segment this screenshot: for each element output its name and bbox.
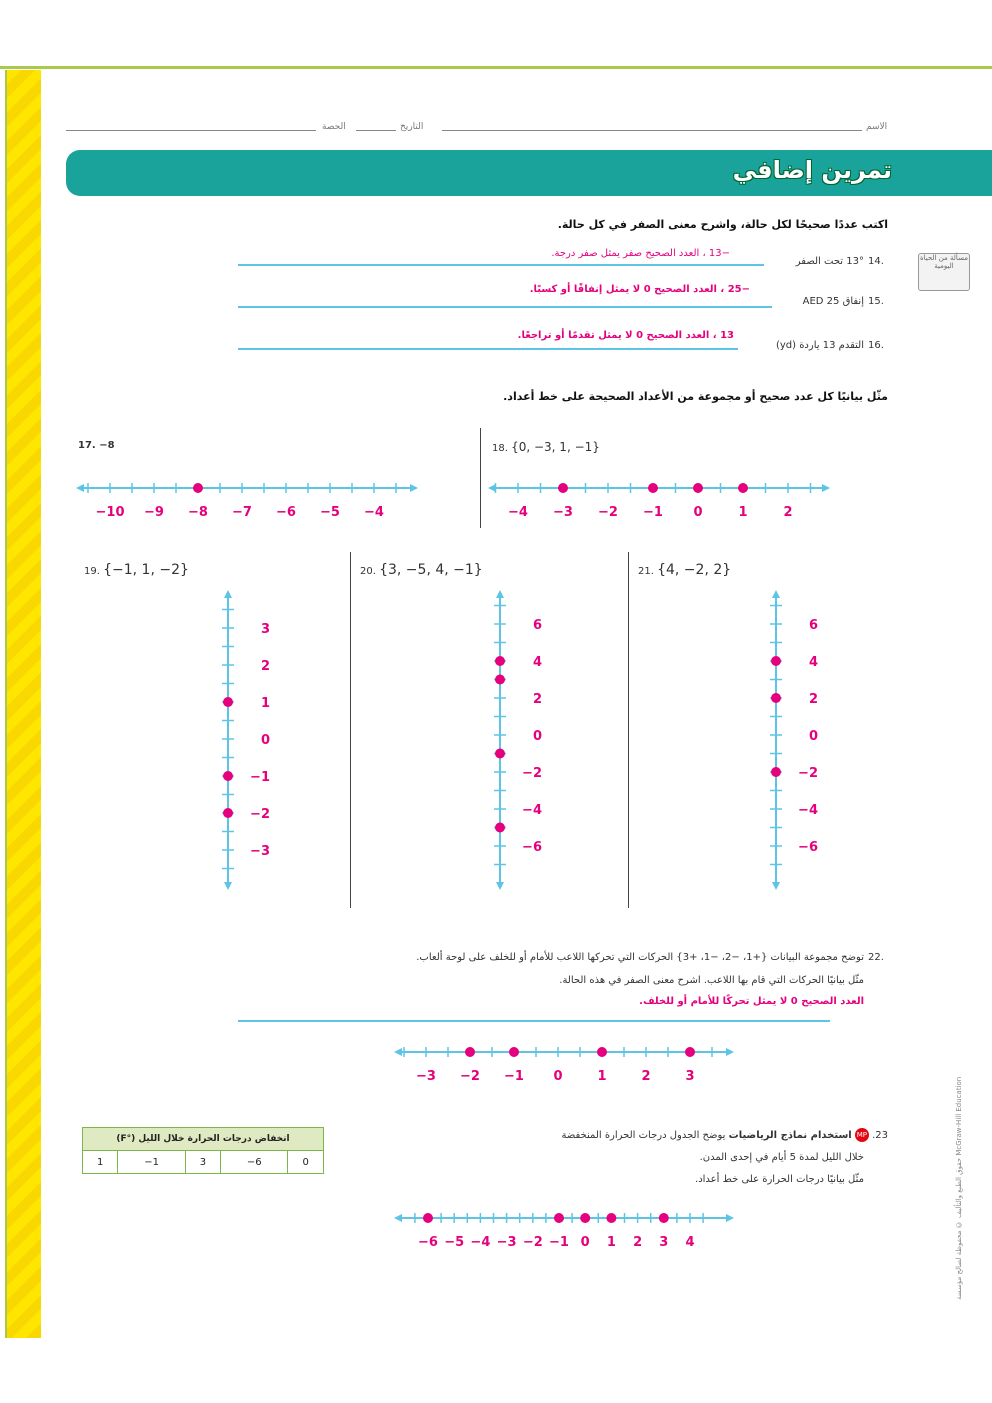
p22-point — [685, 1047, 695, 1057]
p17-set: −8 — [99, 440, 115, 451]
p17-tick-label: −7 — [232, 505, 252, 520]
p22-tick-label: 3 — [685, 1069, 695, 1084]
name-line — [442, 130, 862, 131]
p22-number: 22. — [868, 952, 884, 963]
p19-tick-label: 3 — [260, 622, 270, 637]
p23-tick-label: 1 — [606, 1235, 616, 1250]
p23-point — [606, 1213, 616, 1223]
table-cell: −6 — [221, 1151, 288, 1174]
item-14-answer-line — [238, 264, 764, 266]
name-label: الاسم — [866, 122, 888, 132]
p20-point — [495, 656, 505, 666]
p19-tick-label: −3 — [250, 844, 270, 859]
p23-point — [659, 1213, 669, 1223]
p23-arrow-left — [394, 1214, 402, 1222]
p21-point — [771, 767, 781, 777]
p20-number: 20. — [360, 566, 376, 577]
p20-point — [495, 823, 505, 833]
p21-number: 21. — [638, 566, 654, 577]
p19-tick-label: −1 — [250, 770, 270, 785]
item-14-prompt: 13° تحت الصفر — [795, 256, 864, 267]
item-16-prompt: التقدم 13 ياردة (yd) — [775, 340, 864, 351]
p23-point — [580, 1213, 590, 1223]
p18-point — [693, 483, 703, 493]
item-16-answer-line — [238, 348, 738, 350]
p23-number: 23. — [872, 1130, 888, 1141]
p18-tick-label: 2 — [783, 505, 793, 520]
p22-tick-label: −1 — [504, 1069, 524, 1084]
p19-point — [223, 697, 233, 707]
p22-tick-label: −2 — [460, 1069, 480, 1084]
item-14-number: 14. — [868, 256, 884, 267]
p19-set: {−1, 1, −2} — [103, 562, 189, 578]
p17-tick-label: −5 — [320, 505, 340, 520]
p22-line2: مثّل بيانيًا الحركات التي قام بها اللاعب. اشرح معنى الصفر في هذه الحالة. — [559, 975, 864, 986]
date-label: التاريخ — [400, 122, 424, 132]
real-world-tag-text: مسألة من الحياة اليومية — [919, 254, 969, 270]
p18-point — [738, 483, 748, 493]
p23-tick-label: −3 — [496, 1235, 517, 1250]
p23-heading — [428, 1128, 888, 1142]
page-title: تمرين إضافي — [732, 156, 892, 184]
p23-tick-label: 0 — [580, 1235, 590, 1250]
p18-set: {0, −3, 1, −1} — [511, 440, 600, 454]
number-line-18 — [488, 470, 830, 530]
p17-point — [193, 483, 203, 493]
p23-tick-label: −4 — [470, 1235, 491, 1250]
mp-badge-icon: MP — [855, 1128, 869, 1142]
p19-label — [84, 562, 189, 578]
number-line-22 — [394, 1040, 734, 1090]
p22-arrow-left — [394, 1048, 402, 1056]
divider-20-21 — [628, 552, 629, 908]
p19-arrow-bottom — [224, 882, 232, 890]
p23-line1: يوضح الجدول درجات الحرارة المنخفضة — [561, 1130, 726, 1141]
date-line — [356, 130, 396, 131]
p20-tick-label: −4 — [522, 803, 542, 818]
p23-tick-label: −1 — [549, 1235, 569, 1250]
p22-answer-line — [238, 1020, 830, 1022]
p17-number: 17. — [78, 440, 96, 451]
p22-point — [465, 1047, 475, 1057]
p20-tick-label: 0 — [532, 729, 542, 744]
table-title: انخفاض درجات الحرارة خلال الليل (°F) — [83, 1128, 324, 1151]
p17-arrow-right — [410, 484, 418, 492]
p17-arrow-left — [76, 484, 84, 492]
p21-tick-label: 4 — [808, 655, 818, 670]
section2-instruction: مثّل بيانيًا كل عدد صحيح أو مجموعة من الأعداد الصحيحة على خط أعداد. — [503, 390, 888, 403]
number-line-21 — [750, 590, 830, 890]
p21-tick-label: −4 — [798, 803, 818, 818]
item-15-prompt: إنفاق 25 AED — [802, 296, 864, 307]
p23-point — [554, 1213, 564, 1223]
table-cell: 1 — [83, 1151, 118, 1174]
p23-bold: استخدام نماذج الرياضيات — [728, 1130, 852, 1141]
p22-point — [597, 1047, 607, 1057]
p21-arrow-bottom — [772, 882, 780, 890]
p21-arrow-top — [772, 590, 780, 598]
p19-tick-label: 0 — [260, 733, 270, 748]
p20-tick-label: 6 — [532, 618, 542, 633]
p21-set: {4, −2, 2} — [657, 562, 732, 578]
period-label: الحصة — [322, 122, 346, 132]
p18-number: 18. — [492, 443, 508, 454]
real-world-tag — [918, 253, 970, 291]
item-16-number: 16. — [868, 340, 884, 351]
item-16-answer: 13 ، العدد الصحيح 0 لا يمثل تقدمًا أو تراجعًا. — [517, 330, 734, 341]
p18-point — [648, 483, 658, 493]
p19-point — [223, 771, 233, 781]
p18-tick-label: −3 — [553, 505, 573, 520]
item-15-answer: −25 ، العدد الصحيح 0 لا يمثل إنفاقًا أو كسبًا. — [529, 284, 750, 295]
p20-tick-label: −2 — [522, 766, 542, 781]
p22-tick-label: 0 — [553, 1069, 563, 1084]
p22-tick-label: −3 — [416, 1069, 436, 1084]
decorative-strip — [5, 70, 41, 1338]
p19-point — [223, 808, 233, 818]
p21-tick-label: 0 — [808, 729, 818, 744]
item-14-answer: −13 ، العدد الصحيح صفر يمثل صفر درجة. — [551, 248, 730, 259]
p21-tick-label: −6 — [798, 840, 818, 855]
p19-number: 19. — [84, 566, 100, 577]
p23-tick-label: −5 — [444, 1235, 465, 1250]
p22-tick-label: 1 — [597, 1069, 607, 1084]
divider-17-18 — [480, 428, 481, 528]
p23-point — [423, 1213, 433, 1223]
section1-instruction: اكتب عددًا صحيحًا لكل حالة، واشرح معنى الصفر في كل حالة. — [557, 218, 888, 231]
p17-tick-label: −10 — [95, 505, 125, 520]
p19-tick-label: 1 — [260, 696, 270, 711]
p22-arrow-right — [726, 1048, 734, 1056]
table-cell: −1 — [118, 1151, 185, 1174]
p20-label — [360, 562, 483, 578]
p23-tick-label: 3 — [659, 1235, 669, 1250]
p17-tick-label: −9 — [144, 505, 164, 520]
p17-tick-label: −8 — [188, 505, 208, 520]
table-cell: 0 — [288, 1151, 324, 1174]
number-line-19 — [200, 590, 280, 890]
p20-tick-label: 2 — [532, 692, 542, 707]
p22-tick-label: 2 — [641, 1069, 651, 1084]
p18-point — [558, 483, 568, 493]
p20-set: {3, −5, 4, −1} — [379, 562, 483, 578]
copyright-credit: حقوق الطبع والتأليف © محفوظة لصالح مؤسسة McGraw-Hill Education — [955, 1076, 963, 1300]
p23-line3: مثّل بيانيًا درجات الحرارة على خط أعداد. — [695, 1174, 864, 1185]
p22-line1: توضح مجموعة البيانات {+1، −2، −1، +3} الحركات التي تحركها اللاعب للأمام أو للخلف على لوحة ألعاب. — [416, 952, 864, 963]
p23-tick-label: −6 — [418, 1235, 438, 1250]
p20-arrow-bottom — [496, 882, 504, 890]
p20-tick-label: −6 — [522, 840, 542, 855]
p20-tick-label: 4 — [532, 655, 542, 670]
p20-point — [495, 749, 505, 759]
p18-tick-label: −4 — [508, 505, 528, 520]
p21-tick-label: −2 — [798, 766, 818, 781]
divider-19-20 — [350, 552, 351, 908]
p23-arrow-right — [726, 1214, 734, 1222]
number-line-17 — [76, 470, 418, 530]
p19-arrow-top — [224, 590, 232, 598]
item-15-answer-line — [238, 306, 772, 308]
item-15-number: 15. — [868, 296, 884, 307]
p19-tick-label: 2 — [260, 659, 270, 674]
p18-tick-label: −2 — [598, 505, 618, 520]
p21-point — [771, 693, 781, 703]
p21-tick-label: 6 — [808, 618, 818, 633]
p19-tick-label: −2 — [250, 807, 270, 822]
p21-tick-label: 2 — [808, 692, 818, 707]
p23-line2: خلال الليل لمدة 5 أيام في إحدى المدن. — [699, 1152, 864, 1163]
p17-label — [78, 440, 115, 451]
p23-tick-label: −2 — [522, 1235, 543, 1250]
p18-tick-label: 0 — [693, 505, 703, 520]
p21-point — [771, 656, 781, 666]
p17-tick-label: −6 — [276, 505, 296, 520]
p23-tick-label: 4 — [685, 1235, 695, 1250]
temperature-table — [82, 1127, 324, 1174]
title-banner — [66, 150, 992, 196]
p18-label — [492, 440, 600, 454]
period-line — [66, 130, 316, 131]
p21-label — [638, 562, 731, 578]
table-cell: 3 — [185, 1151, 220, 1174]
p23-tick-label: 2 — [633, 1235, 643, 1250]
number-line-23 — [394, 1204, 734, 1254]
p22-answer: العدد الصحيح 0 لا يمثل تحركًا للأمام أو للخلف. — [639, 996, 864, 1007]
number-line-20 — [474, 590, 554, 890]
p17-tick-label: −4 — [364, 505, 384, 520]
p18-tick-label: −1 — [643, 505, 663, 520]
p18-tick-label: 1 — [738, 505, 748, 520]
p22-point — [509, 1047, 519, 1057]
p18-arrow-right — [822, 484, 830, 492]
p20-point — [495, 675, 505, 685]
p20-arrow-top — [496, 590, 504, 598]
